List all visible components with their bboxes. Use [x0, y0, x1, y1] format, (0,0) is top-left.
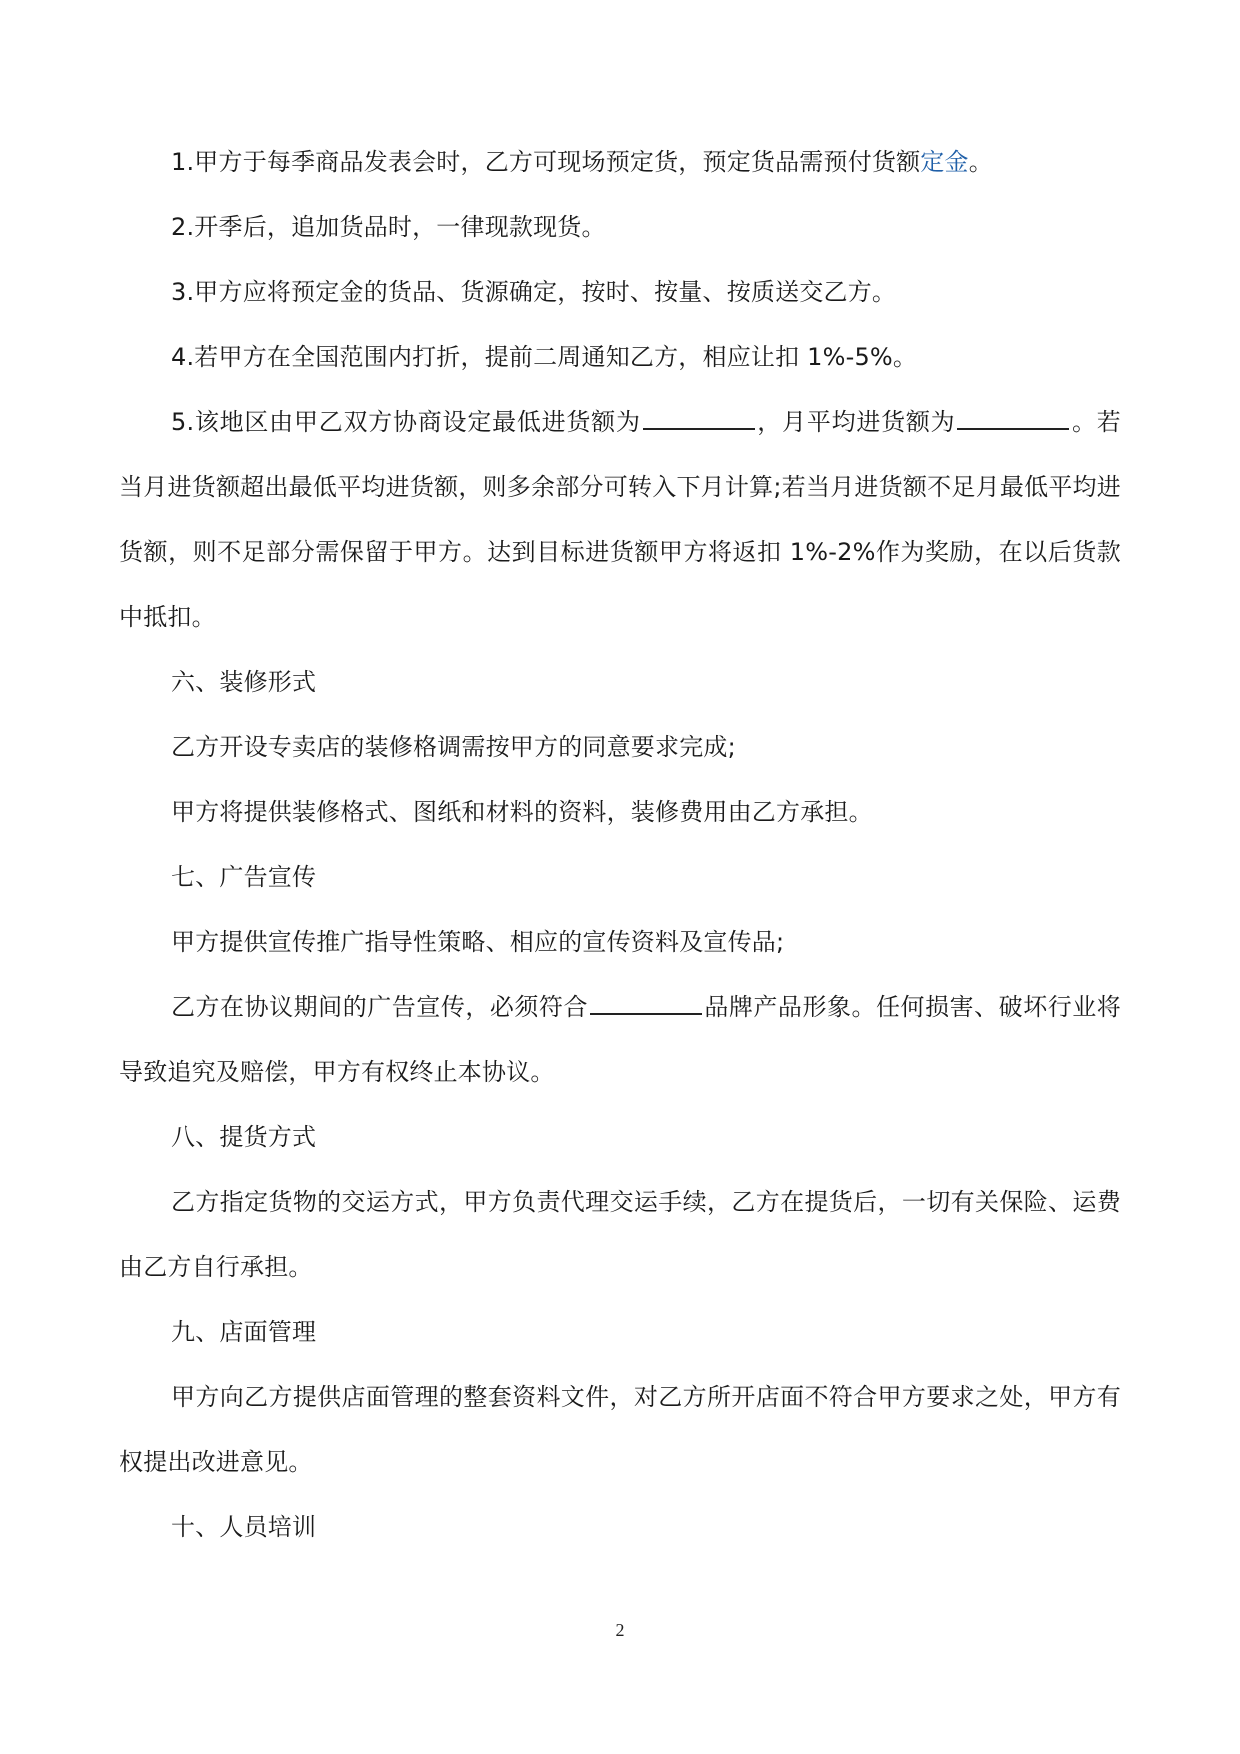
deposit-link[interactable]: 定金	[920, 148, 969, 176]
clause-5-3: 3.甲方应将预定金的货品、货源确定，按时、按量、按质送交乙方。	[171, 278, 897, 306]
clause-5-4: 4.若甲方在全国范围内打折，提前二周通知乙方，相应让扣 1%-5%。	[171, 343, 918, 371]
page-number: 2	[615, 1620, 625, 1640]
section-7-text-b: 品牌产品形象。任何损害、破坏行业将导致追究及赔偿，甲方有权终止本协议。	[119, 993, 1121, 1086]
document-body	[119, 130, 1121, 1560]
section-9-heading: 九、店面管理	[171, 1318, 317, 1346]
clause-5-5-text-b: ，月平均进货额为	[756, 408, 956, 436]
section-6-para-a: 乙方开设专卖店的装修格调需按甲方的同意要求完成;	[171, 733, 736, 761]
section-9-para: 甲方向乙方提供店面管理的整套资料文件，对乙方所开店面不符合甲方要求之处，甲方有权提出改进意见。	[119, 1383, 1121, 1476]
section-7-text-a: 乙方在协议期间的广告宣传，必须符合	[171, 993, 588, 1021]
min-purchase-blank	[643, 406, 755, 430]
monthly-average-blank	[957, 406, 1069, 430]
section-7-para-b	[119, 975, 1121, 1105]
clause-5-5-text-a: 5.该地区由甲乙双方协商设定最低进货额为	[171, 408, 641, 436]
clause-5-5	[119, 390, 1121, 650]
section-6-para-b: 甲方将提供装修格式、图纸和材料的资料，装修费用由乙方承担。	[171, 798, 873, 826]
section-10-heading: 十、人员培训	[171, 1513, 317, 1541]
section-6-heading: 六、装修形式	[171, 668, 317, 696]
clause-5-2: 2.开季后，追加货品时，一律现款现货。	[171, 213, 606, 241]
clause-5-1-text: 1.甲方于每季商品发表会时，乙方可现场预定货，预定货品需预付货额	[171, 148, 921, 176]
clause-5-1	[119, 130, 1121, 195]
brand-name-blank	[590, 991, 702, 1015]
section-8-para: 乙方指定货物的交运方式，甲方负责代理交运手续，乙方在提货后，一切有关保险、运费由乙方自行承担。	[119, 1188, 1121, 1281]
clause-5-1-end: 。	[968, 148, 993, 176]
clause-5-5-text-c: 。若当月进货额超出最低平均进货额，则多余部分可转入下月计算;若当月进货额不足月最低平均进货额，则不足部分需保留于甲方。达到目标进货额甲方将返扣 1%-2%作为奖励，在以后货款中抵扣。	[119, 408, 1121, 631]
section-8-heading: 八、提货方式	[171, 1123, 317, 1151]
section-7-para-a: 甲方提供宣传推广指导性策略、相应的宣传资料及宣传品;	[171, 928, 785, 956]
section-7-heading: 七、广告宣传	[171, 863, 317, 891]
